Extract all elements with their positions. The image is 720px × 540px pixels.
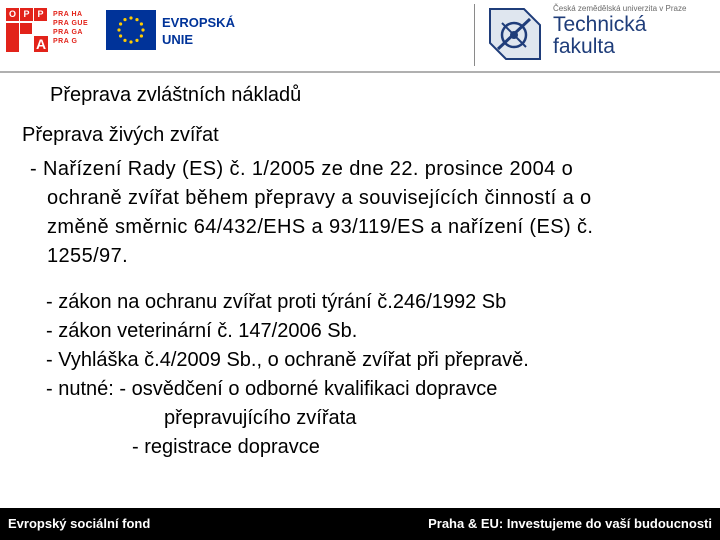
opp-letter: P: [34, 8, 47, 21]
opp-letter: P: [20, 8, 33, 21]
header-rule: [0, 71, 720, 73]
footer-left-text: Evropský sociální fond: [8, 516, 151, 531]
eu-flag-icon: [106, 10, 156, 50]
eu-label-line: UNIE: [162, 32, 194, 47]
praha-line: PRA G: [53, 38, 78, 45]
section-title: Přeprava živých zvířat: [22, 124, 219, 146]
regulation-line: - Nařízení Rady (ES) č. 1/2005 ze dne 22. prosince 2004 o: [30, 158, 574, 180]
opp-praha-logo: [6, 8, 48, 52]
header-logos: [0, 0, 720, 70]
regulation-line: 1255/97.: [47, 245, 129, 267]
eu-label: [162, 14, 235, 48]
praha-line: PRA GA: [53, 29, 83, 36]
praha-wordmark: [53, 10, 99, 50]
regulation-text: [30, 155, 690, 271]
faculty-title-line: fakulta: [553, 35, 615, 58]
faculty-title-line: Technická: [553, 13, 647, 36]
list-item: - nutné: - osvědčení o odborné kvalifikaci dopravce: [46, 378, 498, 400]
faculty-emblem-icon: [484, 5, 546, 63]
praha-line: PRA HA: [53, 11, 83, 18]
praha-line: PRA GUE: [53, 20, 89, 27]
list-item: - zákon veterinární č. 147/2006 Sb.: [46, 320, 358, 342]
list-item: - zákon na ochranu zvířat proti týrání č.246/1992 Sb: [46, 291, 507, 313]
regulation-line: ochraně zvířat během přepravy a souvisejících činností a o: [47, 187, 592, 209]
opp-letter: O: [6, 8, 19, 21]
list-item: - registrace dopravce: [132, 436, 320, 458]
footer-right-text: Praha & EU: Investujeme do vaší budoucnosti: [428, 516, 712, 531]
university-name: Česká zemědělská univerzita v Praze: [553, 4, 687, 13]
opp-bar: [20, 23, 32, 34]
eu-label-line: EVROPSKÁ: [162, 15, 235, 30]
header-divider: [474, 4, 475, 66]
footer-bar: [0, 508, 720, 540]
law-list: [46, 288, 529, 462]
opp-letter: A: [35, 36, 47, 52]
faculty-title: [553, 14, 646, 58]
list-item: přepravujícího zvířata: [164, 407, 357, 429]
list-item: - Vyhláška č.4/2009 Sb., o ochraně zvířat při přepravě.: [46, 349, 529, 371]
slide-title: Přeprava zvláštních nákladů: [50, 84, 302, 106]
opp-bar: [6, 23, 19, 52]
regulation-line: změně směrnic 64/432/EHS a 93/119/ES a nařízení (ES) č.: [47, 216, 594, 238]
